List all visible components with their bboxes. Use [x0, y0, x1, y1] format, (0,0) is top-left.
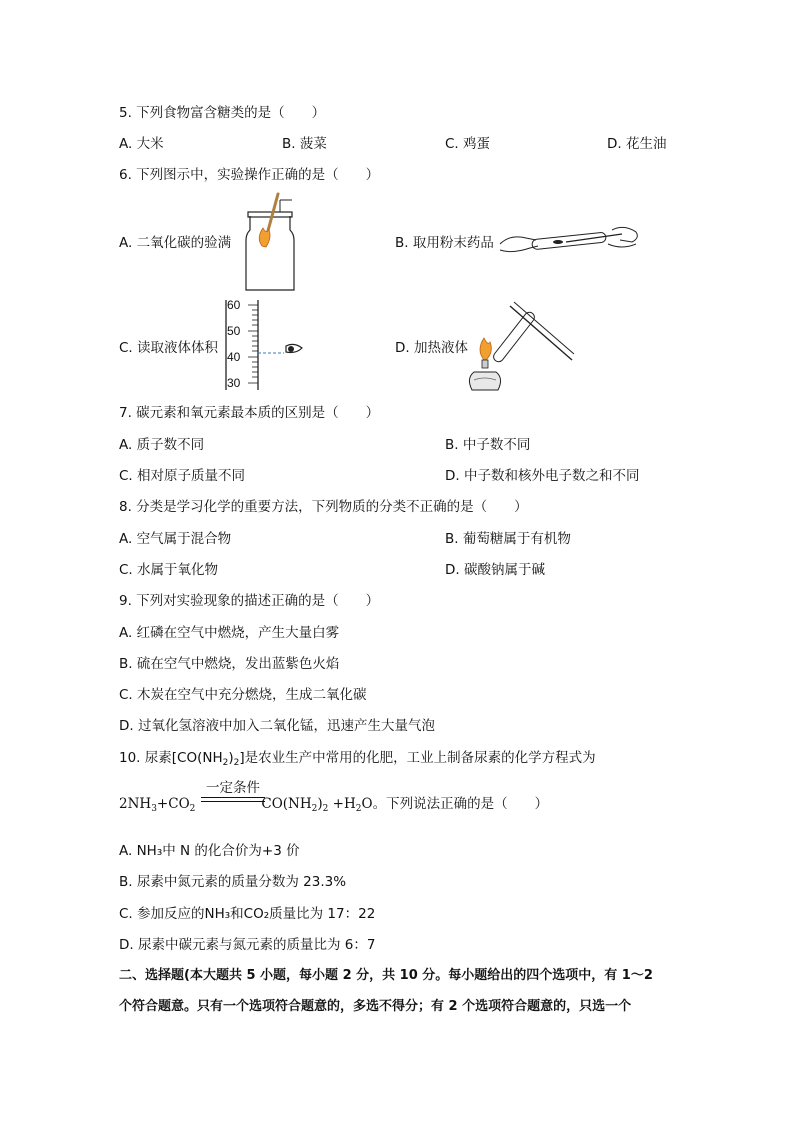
- eq-condition: 一定条件: [206, 780, 260, 796]
- tick-60: 60: [227, 298, 241, 312]
- q5-option-b: B. 菠菜: [282, 136, 327, 152]
- tick-40: 40: [227, 350, 241, 364]
- co2-verification-figure: [236, 192, 298, 292]
- eq-urea: CO(NH: [261, 796, 312, 812]
- q6-stem: 6. 下列图示中，实验操作正确的是（ ）: [119, 167, 380, 183]
- powder-sampling-figure: [496, 220, 642, 260]
- eq-arrow-line-bottom: [201, 801, 265, 802]
- q8-option-d: D. 碳酸钠属于碱: [445, 562, 545, 578]
- eq-urea-close: ): [317, 796, 323, 812]
- q10-option-c: C. 参加反应的NH₃和CO₂质量比为 17：22: [119, 906, 376, 922]
- section2-line2: 个符合题意。只有一个选项符合题意的，多选不得分；有 2 个选项符合题意的，只选一个: [119, 999, 632, 1014]
- eq-arrow-line-top: [201, 797, 265, 798]
- q9-option-c: C. 木炭在空气中充分燃烧，生成二氧化碳: [119, 687, 367, 703]
- q10-option-b: B. 尿素中氮元素的质量分数为 23.3%: [119, 874, 347, 890]
- q10-equation: [119, 792, 548, 814]
- q6-option-d: D. 加热液体: [395, 340, 468, 356]
- q10-stem-part3: ]是农业生产中常用的化肥，工业上制备尿素的化学方程式为: [239, 750, 596, 766]
- q9-option-a: A. 红磷在空气中燃烧，产生大量白雾: [119, 625, 340, 641]
- section2-line1: 二、选择题(本大题共 5 小题，每小题 2 分，共 10 分。每小题给出的四个选项中，有 1～2: [119, 968, 653, 983]
- q9-option-d: D. 过氧化氢溶液中加入二氧化锰，迅速产生大量气泡: [119, 718, 435, 734]
- q6-option-c: C. 读取液体体积: [119, 340, 219, 356]
- q9-option-b: B. 硫在空气中燃烧，发出蓝紫色火焰: [119, 656, 340, 672]
- q6-option-b: B. 取用粉末药品: [395, 235, 494, 251]
- q10-stem: [119, 749, 596, 772]
- q7-option-b: B. 中子数不同: [445, 437, 531, 453]
- q8-stem: 8. 分类是学习化学的重要方法，下列物质的分类不正确的是（ ）: [119, 499, 528, 515]
- q7-option-d: D. 中子数和核外电子数之和不同: [445, 468, 640, 484]
- eq-water: +H: [328, 796, 356, 812]
- q6-option-a: A. 二氧化碳的验满: [119, 235, 232, 251]
- eq-urea-sub2: 2: [322, 804, 329, 814]
- eq-co2: +CO: [156, 796, 190, 812]
- eq-water-o: O: [361, 796, 373, 812]
- tick-50: 50: [227, 324, 241, 338]
- q5-stem: 5. 下列食物富含糖类的是（ ）: [119, 105, 326, 121]
- eq-nh3: 2NH: [119, 796, 152, 812]
- q10-option-a: A. NH₃中 N 的化合价为+3 价: [119, 843, 300, 859]
- eq-urea-sub: 2: [311, 804, 318, 814]
- q8-option-a: A. 空气属于混合物: [119, 531, 232, 547]
- eq-co2-sub: 2: [189, 804, 196, 814]
- q10-stem-sub: 2: [222, 758, 229, 768]
- q5-option-d: D. 花生油: [607, 136, 667, 152]
- q10-stem-sub-b: 2: [233, 758, 240, 768]
- q7-stem: 7. 碳元素和氧元素最本质的区别是（ ）: [119, 405, 380, 421]
- q7-option-c: C. 相对原子质量不同: [119, 468, 246, 484]
- tick-30: 30: [227, 376, 241, 390]
- cylinder-reading-figure: [222, 296, 308, 392]
- q5-option-a: A. 大米: [119, 136, 164, 152]
- q9-stem: 9. 下列对实验现象的描述正确的是（ ）: [119, 593, 380, 609]
- eq-tail: 。下列说法正确的是（ ）: [372, 796, 549, 812]
- q5-option-c: C. 鸡蛋: [445, 136, 491, 152]
- q7-option-a: A. 质子数不同: [119, 437, 205, 453]
- liquid-heating-figure: [462, 296, 578, 392]
- q10-stem-part1: 10. 尿素[CO(NH: [119, 750, 223, 766]
- eq-water-sub: 2: [355, 804, 362, 814]
- q10-option-d: D. 尿素中碳元素与氮元素的质量比为 6：7: [119, 937, 376, 953]
- eq-nh3-sub: 3: [151, 804, 157, 814]
- q10-stem-part2: ): [228, 750, 234, 766]
- q8-option-c: C. 水属于氧化物: [119, 562, 219, 578]
- q8-option-b: B. 葡萄糖属于有机物: [445, 531, 571, 547]
